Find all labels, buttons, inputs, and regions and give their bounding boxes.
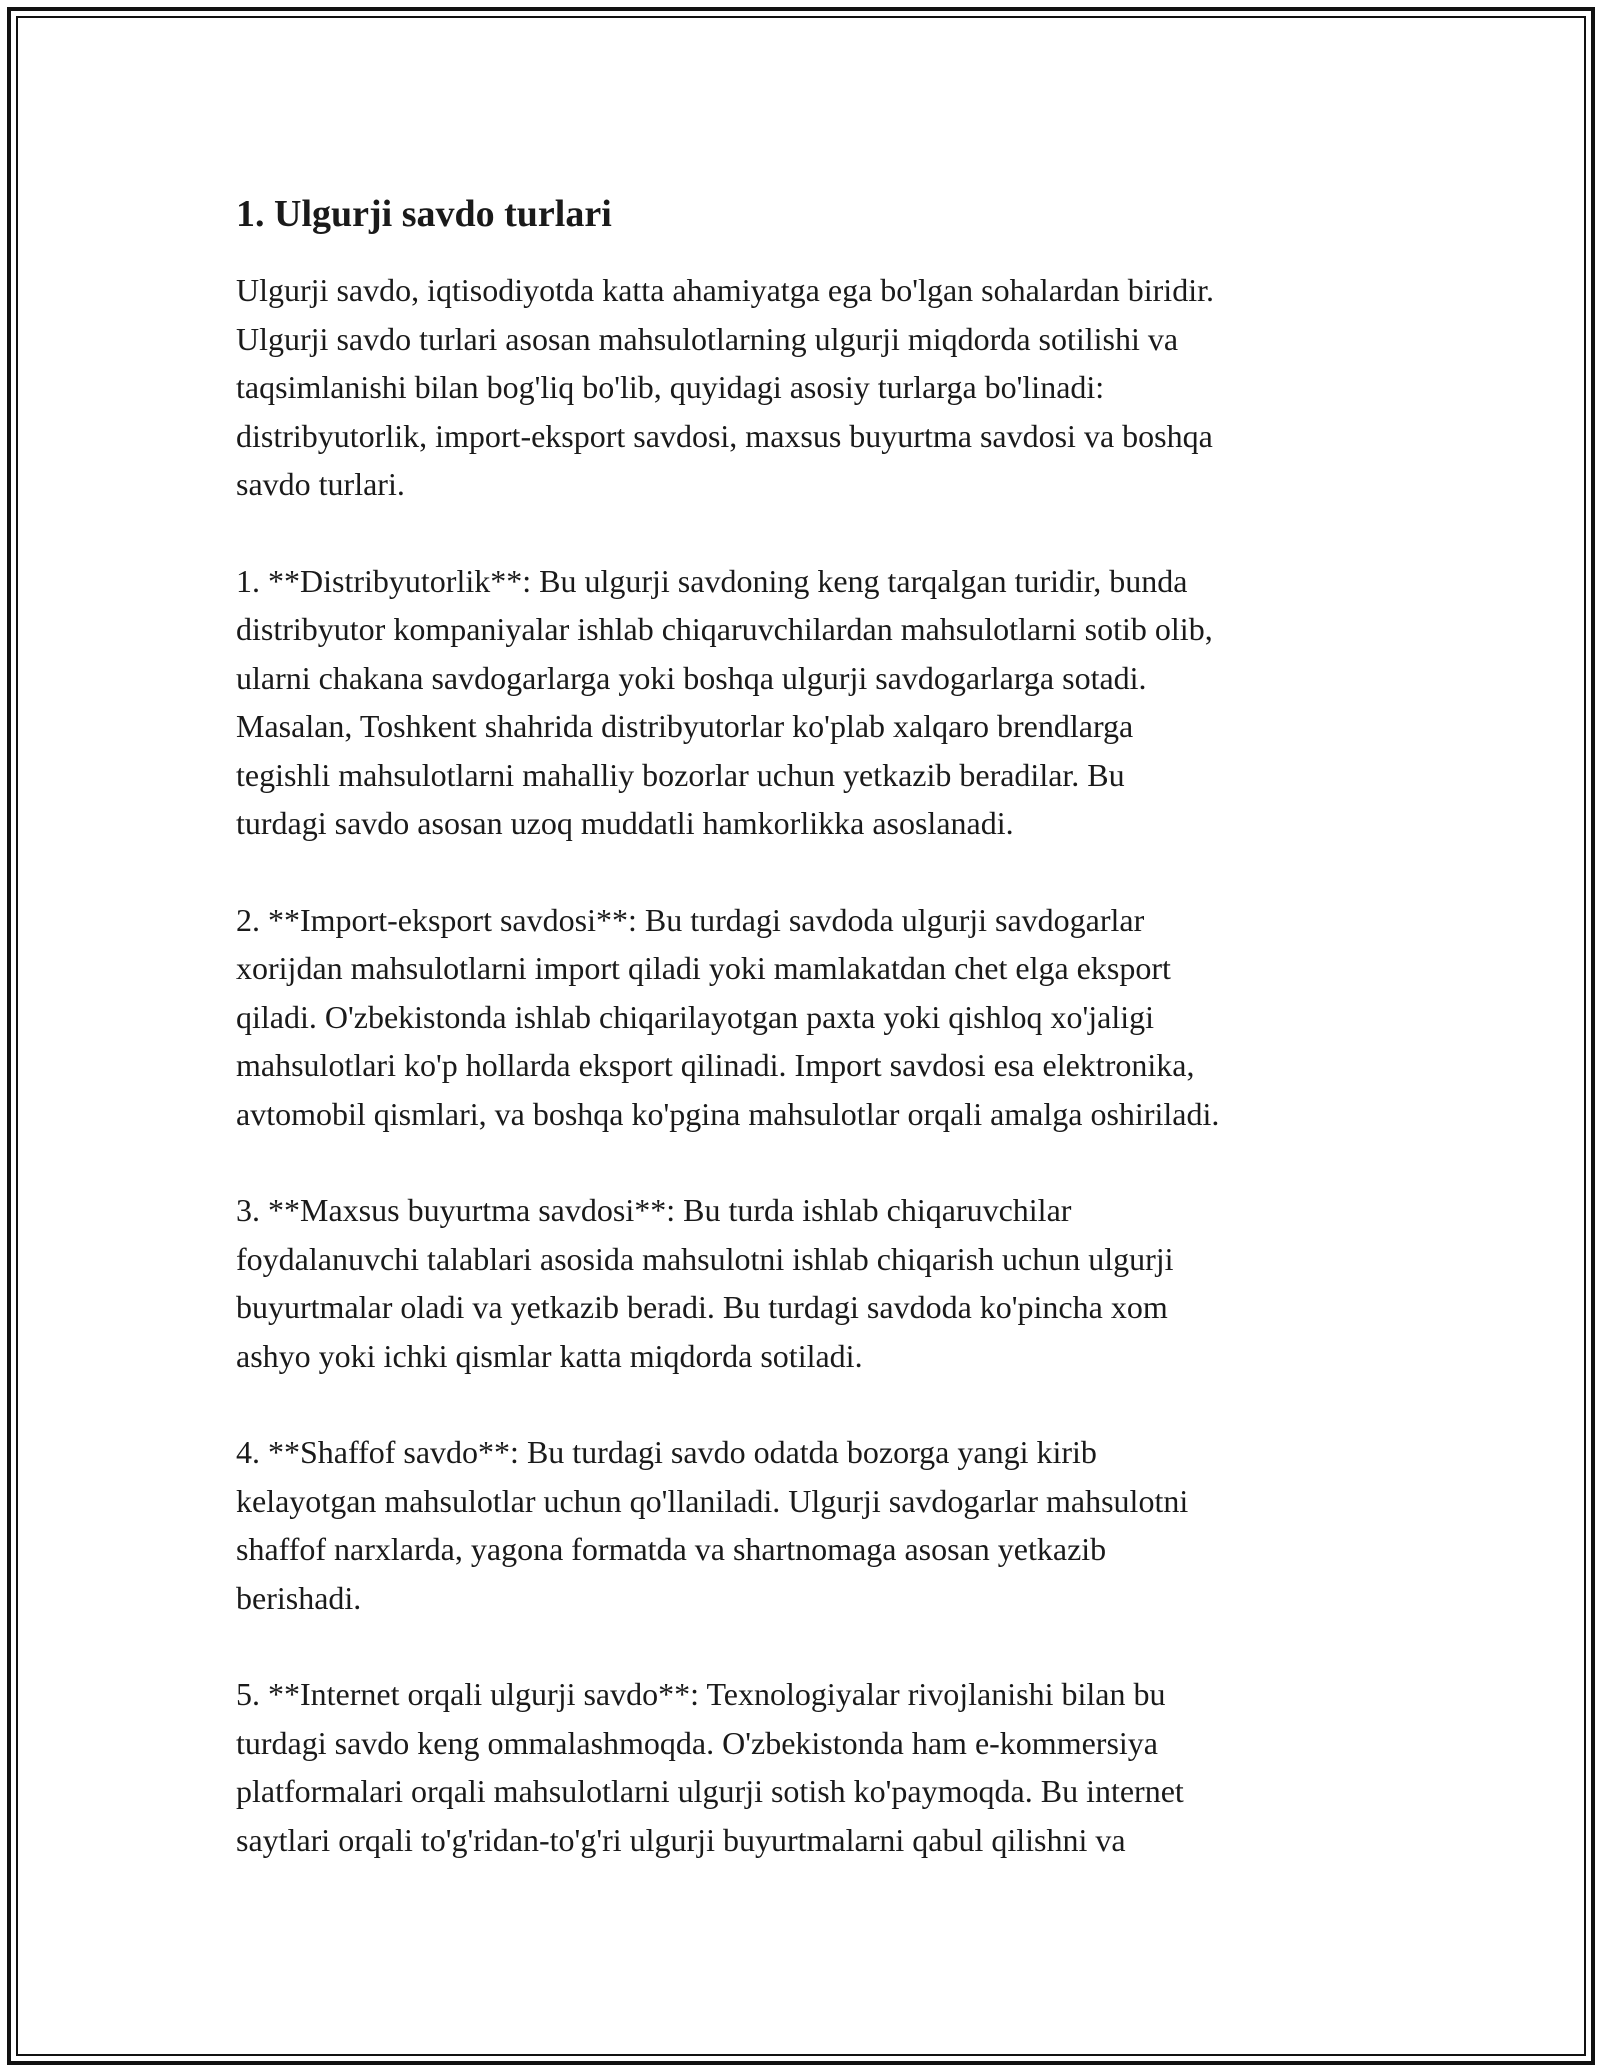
intro-paragraph: Ulgurji savdo, iqtisodiyotda katta ahamiyatga ega bo'lgan sohalardan biridir. Ulgurji savdo turlari asosan mahsulotlarning ulgurji miqdorda sotilishi va taqsimlanishi bilan bog'liq bo'lib, quyidagi asosiy turlarga bo'linadi: distribyutorlik, import-eksport savdosi, maxsus buyurtma savdosi va boshqa savdo turlari.: [236, 272, 1214, 502]
section-heading: 1. Ulgurji savdo turlari: [236, 193, 612, 235]
paragraph-internet-savdo: 5. **Internet orqali ulgurji savdo**: Texnologiyalar rivojlanishi bilan bu turdagi savdo keng ommalashmoqda. O'zbekistonda ham e-kommersiya platformalari orqali mahsulotlarni ulgurji sotish ko'paymoqda. Bu internet saytlari orqali to'g'ridan-to'g'ri ulgurji buyurtmalarni qabul qilishni va: [236, 1676, 1184, 1858]
document-body: [236, 188, 1386, 1912]
paragraph-maxsus-buyurtma: 3. **Maxsus buyurtma savdosi**: Bu turda ishlab chiqaruvchilar foydalanuvchi talablari asosida mahsulotni ishlab chiqarish uchun ulgurji buyurtmalar oladi va yetkazib beradi. Bu turdagi savdoda ko'pincha xom ashyo yoki ichki qismlar katta miqdorda sotiladi.: [236, 1192, 1174, 1374]
paragraph-shaffof-savdo: 4. **Shaffof savdo**: Bu turdagi savdo odatda bozorga yangi kirib kelayotgan mahsulotlar uchun qo'llaniladi. Ulgurji savdogarlar mahsulotni shaffof narxlarda, yagona formatda va shartnomaga asosan yetkazib berishadi.: [236, 1434, 1189, 1616]
paragraph-distribyutorlik: 1. **Distribyutorlik**: Bu ulgurji savdoning keng tarqalgan turidir, bunda distribyutor kompaniyalar ishlab chiqaruvchilardan mahsulotlarni sotib olib, ularni chakana savdogarlarga yoki boshqa ulgurji savdogarlarga sotadi. Masalan, Toshkent shahrida distribyutorlar ko'plab xalqaro brendlarga tegishli mahsulotlarni mahalliy bozorlar uchun yetkazib beradilar. Bu turdagi savdo asosan uzoq muddatli hamkorlikka asoslanadi.: [236, 562, 1213, 841]
paragraph-import-eksport: 2. **Import-eksport savdosi**: Bu turdagi savdoda ulgurji savdogarlar xorijdan mahsulotlarni import qiladi yoki mamlakatdan chet elga eksport qiladi. O'zbekistonda ishlab chiqarilayotgan paxta yoki qishloq xo'jaligi mahsulotlari ko'p hollarda eksport qilinadi. Import savdosi esa elektronika, avtomobil qismlari, va boshqa ko'pgina mahsulotlar orqali amalga oshiriladi.: [236, 901, 1220, 1132]
